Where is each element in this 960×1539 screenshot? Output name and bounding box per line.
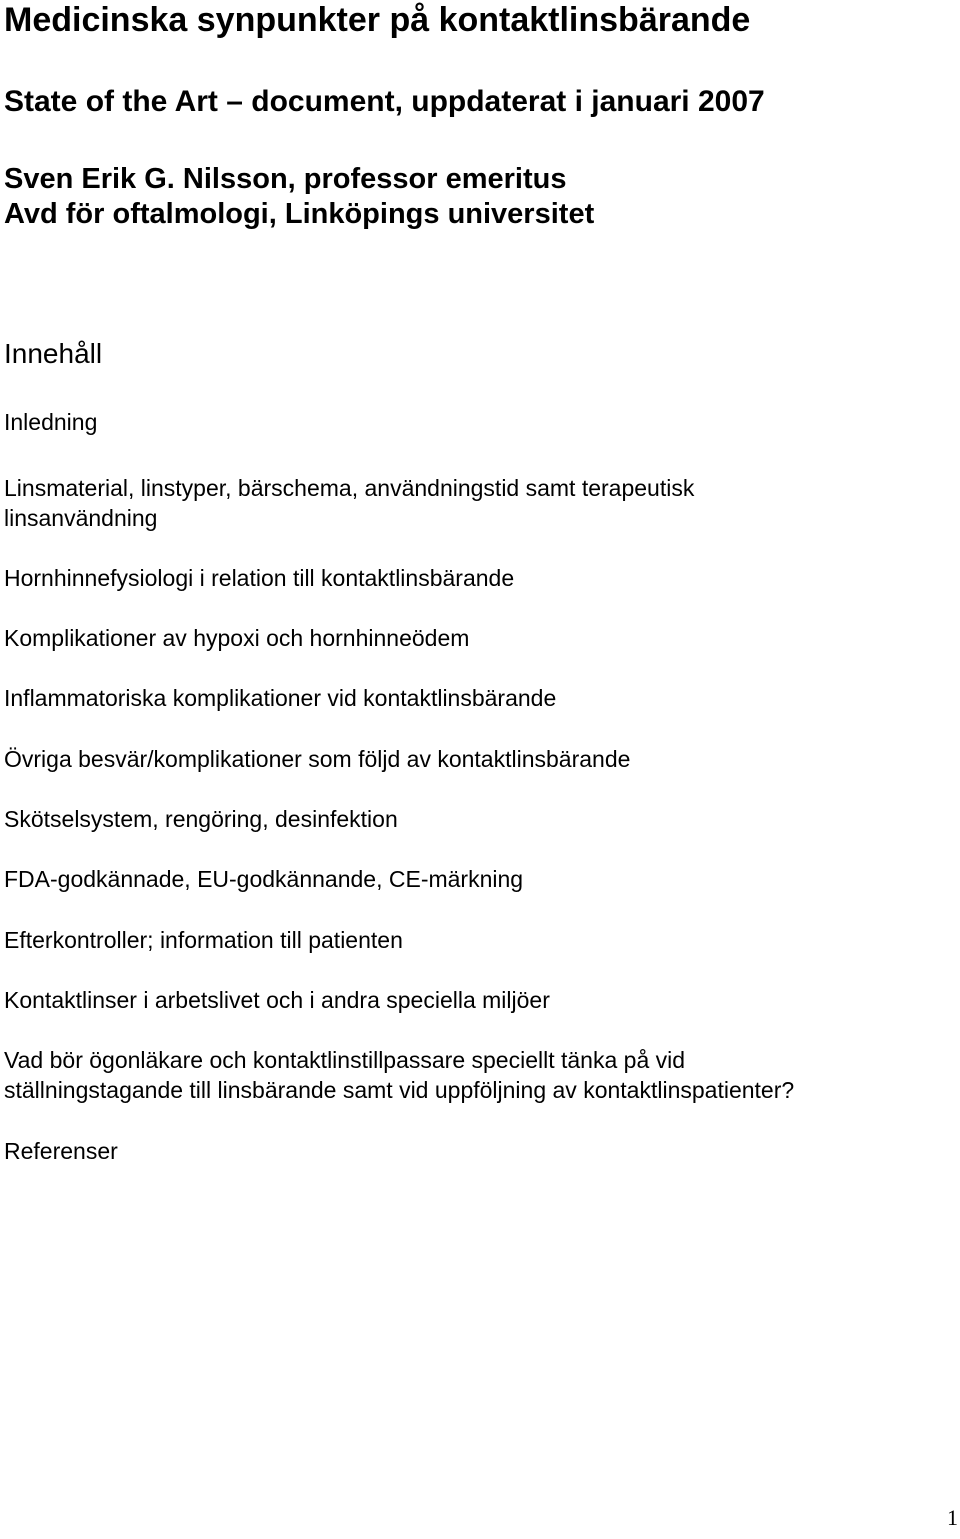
toc-item-fda-godkannade: FDA-godkännade, EU-godkännande, CE-märkning	[4, 866, 524, 892]
document-title: Medicinska synpunkter på kontaktlinsbärande	[4, 1, 751, 39]
toc-item-vad-bor: Vad bör ögonläkare och kontaktlinstillpassare speciellt tänka på vid	[4, 1047, 686, 1073]
toc-item-linsmaterial: Linsmaterial, linstyper, bärschema, användningstid samt terapeutisk	[4, 475, 695, 501]
toc-item-komplikationer-hypoxi: Komplikationer av hypoxi och hornhinneödem	[4, 625, 470, 651]
toc-item-skotselsystem: Skötselsystem, rengöring, desinfektion	[4, 806, 398, 832]
toc-heading: Innehåll	[4, 338, 103, 369]
page-number: 1	[947, 1505, 958, 1530]
toc-item-referenser: Referenser	[4, 1138, 118, 1164]
toc-item-linsmaterial-cont: linsanvändning	[4, 505, 158, 531]
document-subtitle: State of the Art – document, uppdaterat i januari 2007	[4, 85, 765, 118]
toc-item-vad-bor-cont: ställningstagande till linsbärande samt vid uppföljning av kontaktlinspatienter?	[4, 1077, 795, 1103]
toc-item-inledning: Inledning	[4, 409, 98, 435]
toc-item-inflammatoriska: Inflammatoriska komplikationer vid kontaktlinsbärande	[4, 685, 557, 711]
toc-item-efterkontroller: Efterkontroller; information till patienten	[4, 927, 403, 953]
toc-item-hornhinnefysiologi: Hornhinnefysiologi i relation till kontaktlinsbärande	[4, 565, 515, 591]
toc-item-ovriga-besvar: Övriga besvär/komplikationer som följd av kontaktlinsbärande	[4, 746, 631, 772]
affiliation-line: Avd för oftalmologi, Linköpings universitet	[4, 198, 595, 230]
toc-item-arbetslivet: Kontaktlinser i arbetslivet och i andra speciella miljöer	[4, 987, 550, 1013]
author-line: Sven Erik G. Nilsson, professor emeritus	[4, 163, 567, 195]
